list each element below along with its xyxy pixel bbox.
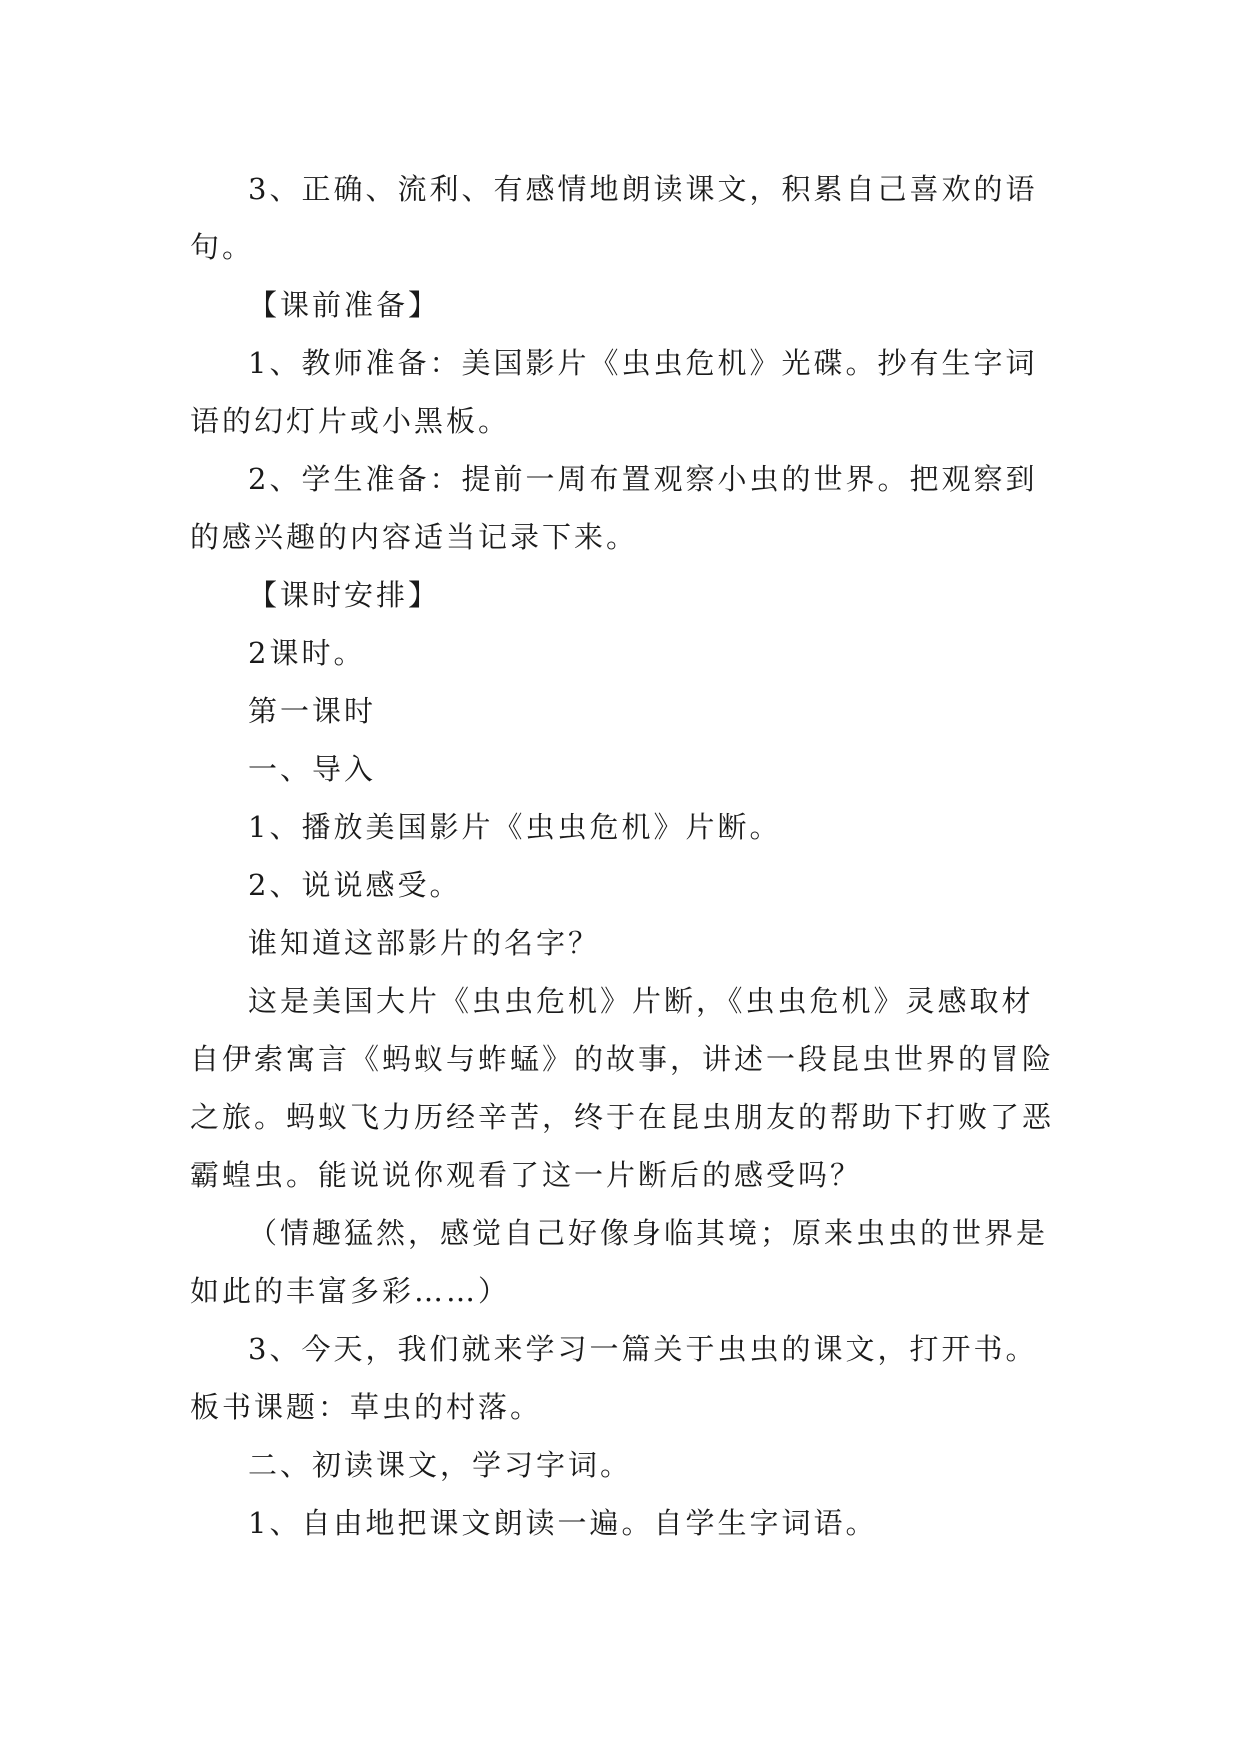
paragraph-free-reading: 1、自由地把课文朗读一遍。自学生字词语。 bbox=[248, 1506, 878, 1540]
paragraph-film-description: 这是美国大片《虫虫危机》片断，《虫虫危机》灵感取材自伊索寓言《蚂蚁与蚱蜢》的故事，讲述一段昆虫世界的冒险之旅。蚂蚁飞力历经辛苦，终于在昆虫朋友的帮助下打败了恶霸蝗虫。能说说你观看了这一片断后的感受吗？ bbox=[190, 984, 1055, 1192]
paragraph-play-film: 1、播放美国影片《虫虫危机》片断。 bbox=[248, 810, 782, 844]
paragraph-open-book: 3、今天，我们就来学习一篇关于虫虫的课文，打开书。板书课题：草虫的村落。 bbox=[190, 1332, 1038, 1424]
paragraph-objective-3: 3、正确、流利、有感情地朗读课文，积累自己喜欢的语句。 bbox=[190, 172, 1038, 264]
paragraph-expected-answer: （情趣猛然，感觉自己好像身临其境；原来虫虫的世界是如此的丰富多彩……） bbox=[190, 1216, 1049, 1308]
heading-preparation: 【课前准备】 bbox=[248, 288, 441, 322]
heading-introduction: 一、导入 bbox=[248, 752, 377, 786]
heading-schedule: 【课时安排】 bbox=[248, 578, 441, 612]
document-body bbox=[190, 160, 1058, 1552]
heading-first-lesson: 第一课时 bbox=[248, 694, 377, 728]
heading-first-reading: 二、初读课文，学习字词。 bbox=[248, 1448, 633, 1482]
paragraph-share-feelings: 2、说说感受。 bbox=[248, 868, 462, 902]
paragraph-teacher-prep: 1、教师准备：美国影片《虫虫危机》光碟。抄有生字词语的幻灯片或小黑板。 bbox=[190, 346, 1038, 438]
paragraph-lesson-count: 2课时。 bbox=[248, 636, 366, 670]
paragraph-question: 谁知道这部影片的名字？ bbox=[248, 926, 601, 960]
paragraph-student-prep: 2、学生准备：提前一周布置观察小虫的世界。把观察到的感兴趣的内容适当记录下来。 bbox=[190, 462, 1038, 554]
